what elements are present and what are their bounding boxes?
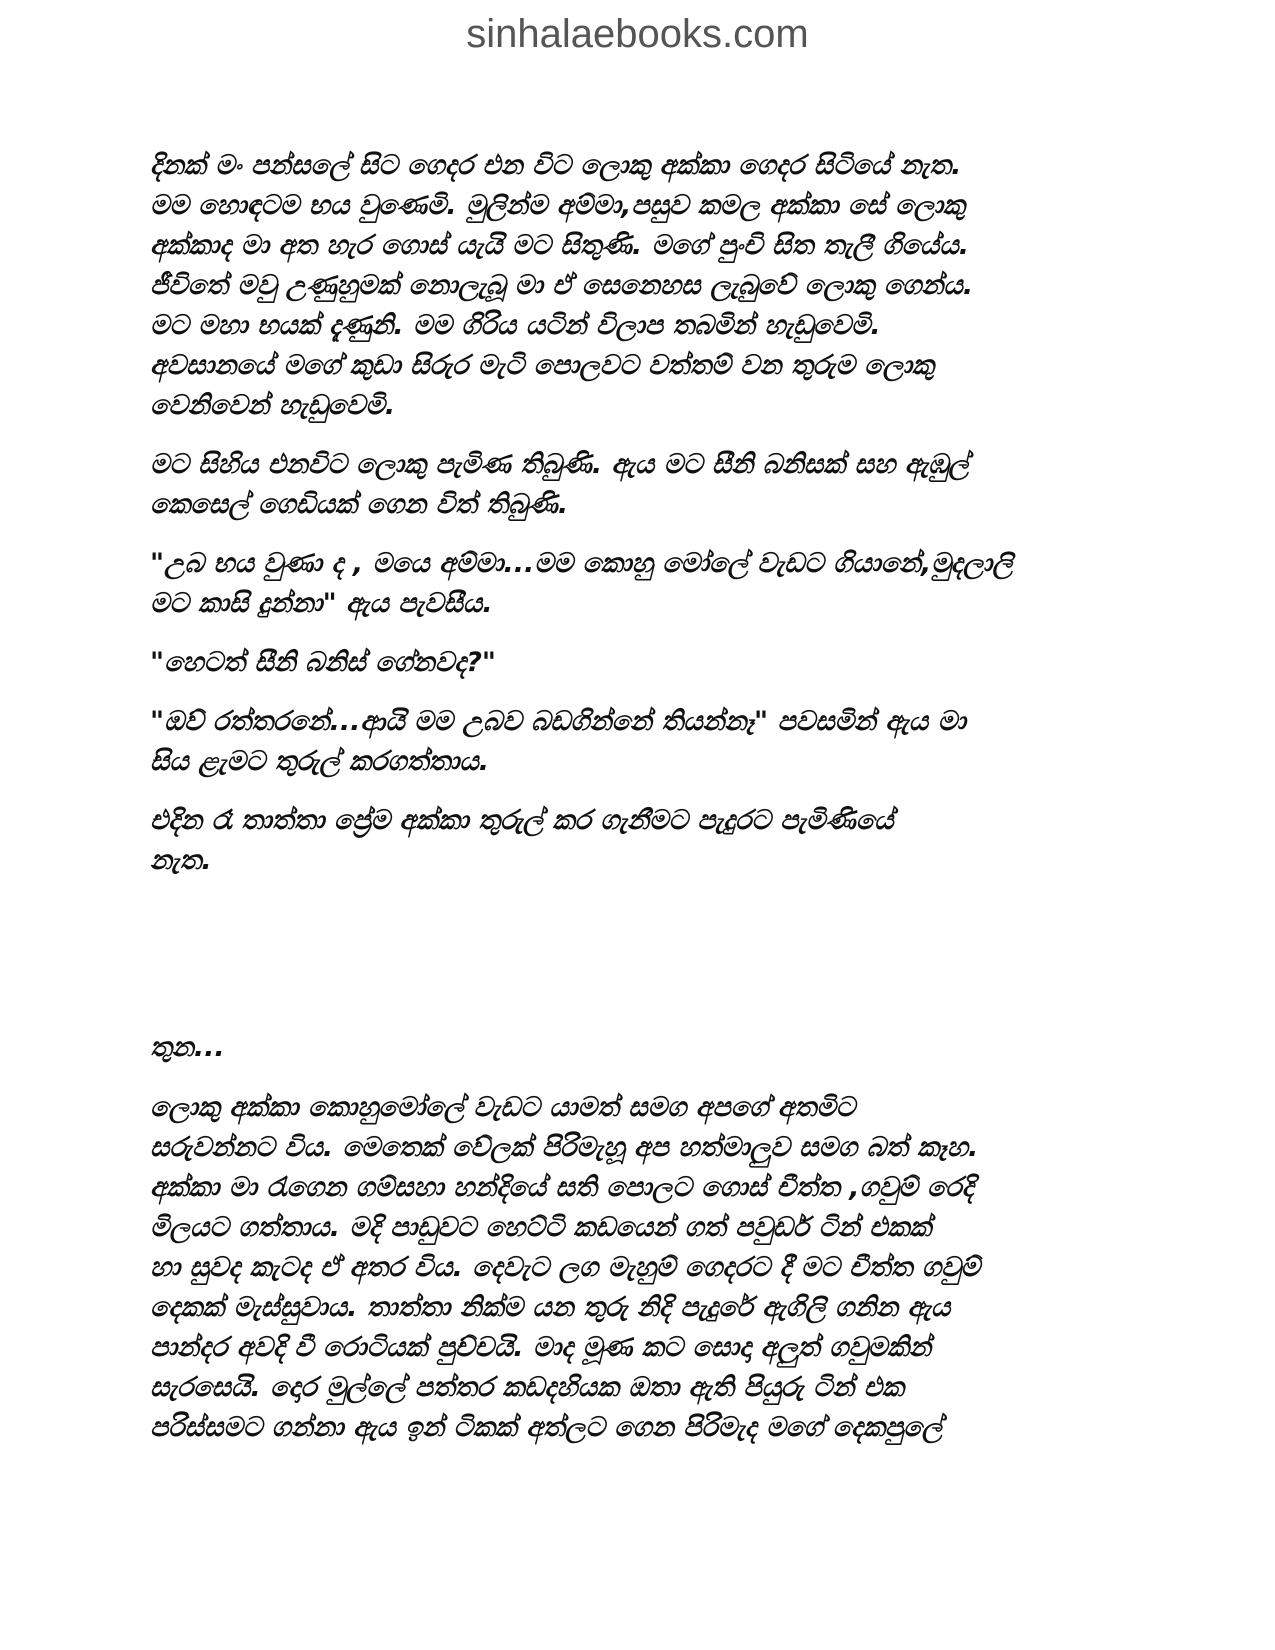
- paragraph: [150, 801, 1130, 881]
- page-body: [150, 146, 1130, 1467]
- paragraph: [150, 1088, 1130, 1448]
- text-line: හා සුවද කැටද ඒ අතර විය. දෙවැට ලග මැහුම් ගෙදරට දී මට චීත්ත ගවුම්: [150, 1252, 980, 1283]
- text-line: වෙනිවෙන් හැඩුවෙමි.: [150, 390, 396, 421]
- text-line: "හෙටත් සීනි බනිස් ගේනවද?": [150, 647, 496, 678]
- dialogue-paragraph: [150, 544, 1130, 624]
- text-line: සිය ළැමට තුරුල් කරගත්තාය.: [150, 746, 490, 777]
- paragraph: [150, 146, 1130, 426]
- text-line: මිලයට ගත්තාය. මදි පාඩුවට හෙට්ටි කඩයෙන් ගත් පවුඩර් ටින් එකක්: [150, 1212, 932, 1243]
- section-spacer: [150, 900, 1130, 1028]
- text-line: දෙකක් මැස්සුවාය. තාත්තා නික්ම යන තුරු නිදි පැදුරේ ඇගිලි ගනින ඇය: [150, 1292, 951, 1323]
- text-line: සැරසෙයි. දොර මුල්ලේ පත්තර කඩදහියක ඔතා ඇති පියුරු ටින් එක: [150, 1372, 904, 1403]
- text-line: අවසානයේ මගේ කුඩා සිරුර මැටි පොලවට වත්තම් වන තුරුම ලොකු: [150, 350, 934, 381]
- site-header: sinhalaebooks.com: [466, 12, 809, 56]
- chapter-heading: තුන...: [150, 1032, 225, 1063]
- text-line: පාන්දර අවදි වී රොටියක් පුච්චයි. මාද මූණ කට සොදා අලුත් ගවුමකින්: [150, 1332, 932, 1363]
- text-line: දිනක් මං පන්සලේ සිට ගෙදර එන විට ලොකු අක්කා ගෙදර සිටියේ නැත.: [150, 150, 962, 181]
- paragraph: [150, 445, 1130, 525]
- text-line: සරුවන්නට විය. මෙතෙක් වේලක් පිරිමැහූ අප හත්මාලුව සමග බත් කෑහ.: [150, 1132, 979, 1163]
- text-line: අක්කා මා රැගෙන ගම්සහා හන්දියේ සති පොලට ගොස් චීත්ත ,ගවුම් රෙදි: [150, 1172, 974, 1203]
- text-line: මම හොඳටම භය වුණෙමි. මුලින්ම අම්මා,පසුව කමල අක්කා සේ ලොකු: [150, 190, 965, 221]
- dialogue-paragraph: [150, 702, 1130, 782]
- text-line: මට කාසි දුන්නා" ඇය පැවසීය.: [150, 588, 493, 619]
- text-line: ජීවිතේ මවු උණුහුමක් නොලැබූ මා ඒ සෙනෙහස ලැබුවේ ලොකු ගෙන්ය.: [150, 270, 974, 301]
- text-line: නැත.: [150, 845, 212, 876]
- text-line: එදින රෑ තාත්තා ප්‍රේම අක්කා තුරුල් කර ගැනීමට පැදුරට පැමිණියේ: [150, 805, 894, 836]
- text-line: කෙසෙල් ගෙඩියක් ගෙන විත් තිබුණි.: [150, 489, 569, 520]
- text-line: මට සිහිය එනවිට ලොකු පැමිණ තිබුණි. ඇය මට සීනි බනිසක් සහ ඇඹුල්: [150, 449, 969, 480]
- text-line: ලොකු අක්කා කොහුමෝලේ වැඩට යාමත් සමග අපගේ අතමිට: [150, 1092, 856, 1123]
- text-line: අක්කාද මා අත හැර ගොස් යැයි මට සිතුණි. මගේ පුංචි සිත තැලී ගියේය.: [150, 230, 970, 261]
- text-line: "උබ භය වුණා ද , මයෙ අම්මා...මම කොහු මෝලේ වැඩට ගියානේ,මුදලාලි: [150, 548, 1013, 579]
- dialogue-paragraph: [150, 643, 1130, 683]
- text-line: "ඔව් රත්තරනේ...ආයි මම උබව බඩගින්නේ තියන්නෑ" පවසමින් ඇය මා: [150, 706, 966, 737]
- text-line: මට මහා භයක් දැණුනි. මම ගිරිය යටින් විලාප තබමින් හැඩුවෙමි.: [150, 310, 881, 341]
- text-line: පරිස්සමට ගන්නා ඇය ඉන් ටිකක් අත්ලට ගෙන පිරිමැද මගේ දෙකපුලේ: [150, 1412, 943, 1443]
